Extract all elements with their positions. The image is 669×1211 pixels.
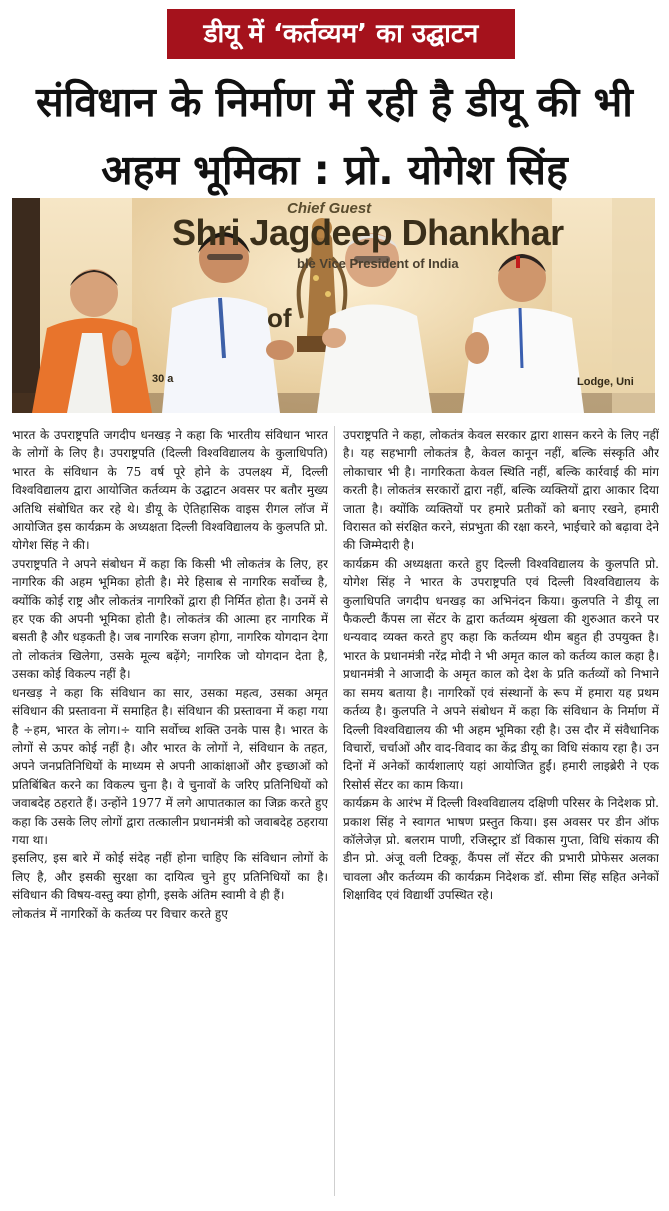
headline <box>10 68 659 204</box>
banner-name: Shri Jagdeep Dhankhar <box>172 212 564 253</box>
paragraph: उपराष्ट्रपति ने अपने संबोधन में कहा कि किसी भी लोकतंत्र के लिए, हर नागरिक की अहम भूमिका होती है। मेरे हिसाब से नागरिक सर्वोच्च है, क्योंकि कोई राष्ट्र और लोकतंत्र नागरिकों द्वारा ही निर्मित होता है। उनमें से हर एक की अपनी भूमिका होती है। लोकतंत्र की आत्मा हर नागरिक में बसती है और धड़कती है। जब नागरिक सजग होगा, नागरिक योगदान देगा तो लोकतंत्र खिलेगा, उसके मूल्य बढ़ेंगे; नागरिक जो योगदान देता है, उसका कोई विकल्प नहीं है। <box>12 556 328 682</box>
article-column-right <box>343 426 659 1204</box>
headline-line-2: अहम भूमिका : प्रो. योगेश सिंह <box>101 146 568 194</box>
paragraph: इसलिए, इस बारे में कोई संदेह नहीं होना चाहिए कि संविधान लोगों के लिए है, और इसकी सुरक्षा का दायित्व चुने हुए प्रतिनिधियों का है। संविधान की विषय-वस्तु क्या होगी, इसके अंतिम स्वामी वे ही हैं। <box>12 851 328 903</box>
banner-of: of <box>267 303 292 333</box>
news-photo <box>12 198 655 413</box>
headline-line-1: संविधान के निर्माण में रही है डीयू की भी <box>36 78 633 126</box>
banner-lodge: Lodge, Uni <box>577 376 634 388</box>
paragraph: उपराष्ट्रपति ने कहा, लोकतंत्र केवल सरकार द्वारा शासन करने के लिए नहीं है। यह सहभागी लोकतंत्र है, केवल कानून नहीं, बल्कि संस्कृति और लोकाचार भी है। नागरिकता केवल स्थिति नहीं, बल्कि कार्रवाई की मांग करती है। लोकतंत्र सरकारों द्वारा नहीं, बल्कि व्यक्तियों द्वारा आकार दिया जाता है। क्योंकि व्यक्तियों पर हमारे प्रतीकों को बनाए रखने, हमारी विरासत को संरक्षित करने, संप्रभुता की रक्षा करने, भाईचारे को बढ़ावा देने की जिम्मेदारी है। <box>343 428 659 553</box>
article-column-left <box>12 426 328 1204</box>
paragraph: धनखड़ ने कहा कि संविधान का सार, उसका महत्व, उसका अमृत संविधान की प्रस्तावना में समाहित है। संविधान की प्रस्तावना में कहा गया है ÷हम, भारत के लोग।÷ यानि सर्वोच्च शक्ति उनके पास है। भारत के लोगों से ऊपर कोई नहीं है। और भारत के लोगों ने, संविधान के तहत, अपने जनप्रतिनिधियों के माध्यम से अपनी आकांक्षाओं और इच्छाओं को प्रतिबिंबित करने का विकल्प चुना है। वे चुनावों के जरिए प्रतिनिधियों को जवाबदेह ठहराते हैं। उन्होंने 1977 में लगे आपातकाल का जिक्र करते हुए कहा कि उसके लिए लोगों द्वारा तत्कालीन प्रधानमंत्री को जवाबदेह ठहराया गया था। <box>12 685 328 847</box>
banner-date: 30 a <box>152 373 174 385</box>
banner-chief-guest: Chief Guest <box>287 200 372 217</box>
column-divider <box>334 426 335 1196</box>
paragraph: कार्यक्रम के आरंभ में दिल्ली विश्वविद्यालय दक्षिणी परिसर के निदेशक प्रो. प्रकाश सिंह ने स्वागत भाषण प्रस्तुत किया। इस अवसर पर डीन ऑफ कॉलेजेज़ प्रो. बलराम पाणी, रजिस्ट्रार डॉ विकास गुप्ता, विधि संकाय की डीन प्रो. अंजू वली टिक्कू, कैंपस लॉ सेंटर की प्रभारी प्रोफेसर अलका चावला और कर्तव्यम की कार्यक्रम निदेशक डॉ. सीमा सिंह सहित अनेकों शिक्षाविद एवं विद्यार्थी उपस्थित रहे। <box>343 796 659 903</box>
paragraph: कार्यक्रम की अध्यक्षता करते हुए दिल्ली विश्वविद्यालय के कुलपति प्रो. योगेश सिंह ने भारत के उपराष्ट्रपति एवं दिल्ली विश्वविद्यालय के कुलाधिपति जगदीप धनखड़ का अभिनंदन किया। कुलपति ने डीयू ला फैकल्टी कैंपस ला सेंटर के द्वारा कर्तव्यम श्रृंखला की शुरुआत करने पर धन्यवाद व्यक्त करते हुए कहा कि कर्तव्यम थीम बहुत ही उपयुक्त है। भारत के प्रधानमंत्री नरेंद्र मोदी ने भी अमृत काल को कर्तव्य काल कहा है। प्रधानमंत्री ने आजादी के अमृत काल को देश के प्रति कर्तव्यों को निभाने का समय बताया है। नागरिकों एवं संस्थानों के रूप में हमारा यह प्रथम कर्तव्य है। कुलपति ने अपने संबोधन में कहा कि संविधान के निर्माण में दिल्ली विश्वविद्यालय की भी अहम भूमिका रही है। उस दौर में संवैधानिक विचारों, चर्चाओं और वाद-विवाद का केंद्र डीयू का विधि संकाय रहा है। उन दिनों में अनेकों कार्यशालाएं यहां आयोजित हुईं। हमारी लाइब्रेरी ने एक रिसोर्स सेंटर का काम किया। <box>343 556 659 792</box>
kicker-banner: डीयू में ‘कर्तव्यम’ का उद्घाटन <box>167 9 515 59</box>
banner-subtitle: ble Vice President of India <box>297 256 459 271</box>
paragraph: भारत के उपराष्ट्रपति जगदीप धनखड़ ने कहा कि भारतीय संविधान भारत के लोगों के लिए है। उपराष्ट्रपति (दिल्ली विश्वविद्यालय के कुलाधिपति) भारत के संविधान के 75 वर्ष पूरे होने के उपलक्ष्य में, दिल्ली विश्वविद्यालय द्वारा आयोजित कर्तव्यम के उद्घाटन अवसर पर बतौर मुख्य अतिथि संबोधित कर रहे थे। डीयू के ऐतिहासिक वाइस रीगल लॉज में आयोजित इस कार्यक्रम के अध्यक्षता दिल्ली विश्वविद्यालय के कुलपति प्रो. योगेश सिंह ने की। <box>12 428 328 553</box>
paragraph: लोकतंत्र में नागरिकों के कर्तव्य पर विचार करते हुए <box>12 906 228 921</box>
article-body <box>12 426 659 1204</box>
